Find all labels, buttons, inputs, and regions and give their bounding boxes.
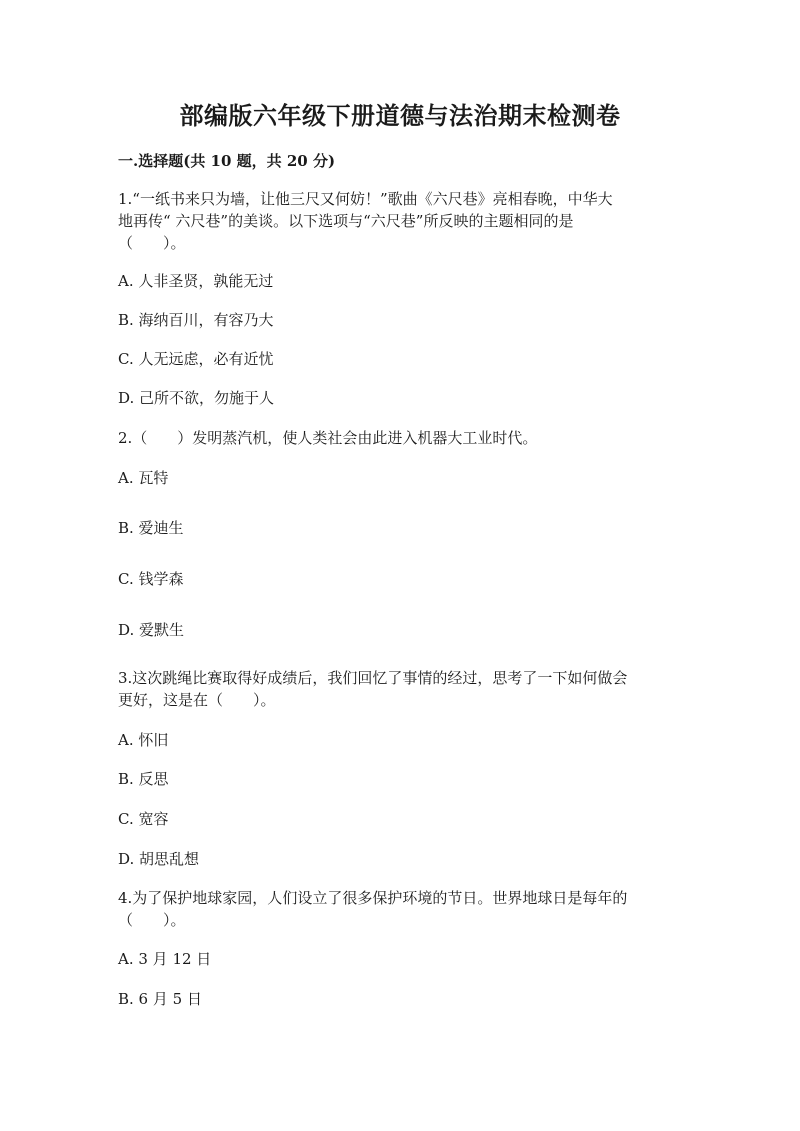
question-2-option-d: D. 爱默生: [118, 621, 185, 639]
question-3-stem-line-2: 更好，这是在（ ）。: [118, 691, 276, 709]
question-4-option-a: A. 3 月 12 日: [118, 950, 212, 968]
question-1-stem-line-3: （ ）。: [118, 234, 186, 252]
question-1-stem-line-1: 1.“一纸书来只为墙，让他三尺又何妨！”歌曲《六尺巷》亮相春晚，中华大: [118, 190, 613, 208]
question-4-stem-line-1: 4.为了保护地球家园，人们设立了很多保护环境的节日。世界地球日是每年的: [118, 889, 628, 907]
question-1-option-b: B. 海纳百川，有容乃大: [118, 311, 274, 329]
question-4-stem-line-2: （ ）。: [118, 911, 186, 929]
question-1-option-c: C. 人无远虑，必有近忧: [118, 350, 274, 368]
question-3-stem-line-1: 3.这次跳绳比赛取得好成绩后，我们回忆了事情的经过，思考了一下如何做会: [118, 669, 628, 687]
question-4-option-b: B. 6 月 5 日: [118, 990, 202, 1008]
question-2-option-b: B. 爱迪生: [118, 519, 184, 537]
question-2-option-a: A. 瓦特: [118, 469, 169, 487]
question-1-option-a: A. 人非圣贤，孰能无过: [118, 272, 274, 290]
section-heading: 一.选择题(共 10 题，共 20 分): [118, 152, 336, 170]
question-3-option-d: D. 胡思乱想: [118, 850, 200, 868]
question-3-option-b: B. 反思: [118, 770, 169, 788]
exam-title: 部编版六年级下册道德与法治期末检测卷: [179, 101, 621, 130]
question-3-option-a: A. 怀旧: [118, 731, 169, 749]
question-1-stem-line-2: 地再传“ 六尺巷”的美谈。以下选项与“六尺巷”所反映的主题相同的是: [118, 212, 574, 230]
question-1-option-d: D. 己所不欲，勿施于人: [118, 389, 275, 407]
question-3-option-c: C. 宽容: [118, 810, 169, 828]
question-2-stem-line-1: 2.（ ）发明蒸汽机，使人类社会由此进入机器大工业时代。: [118, 429, 538, 447]
question-2-option-c: C. 钱学森: [118, 570, 184, 588]
